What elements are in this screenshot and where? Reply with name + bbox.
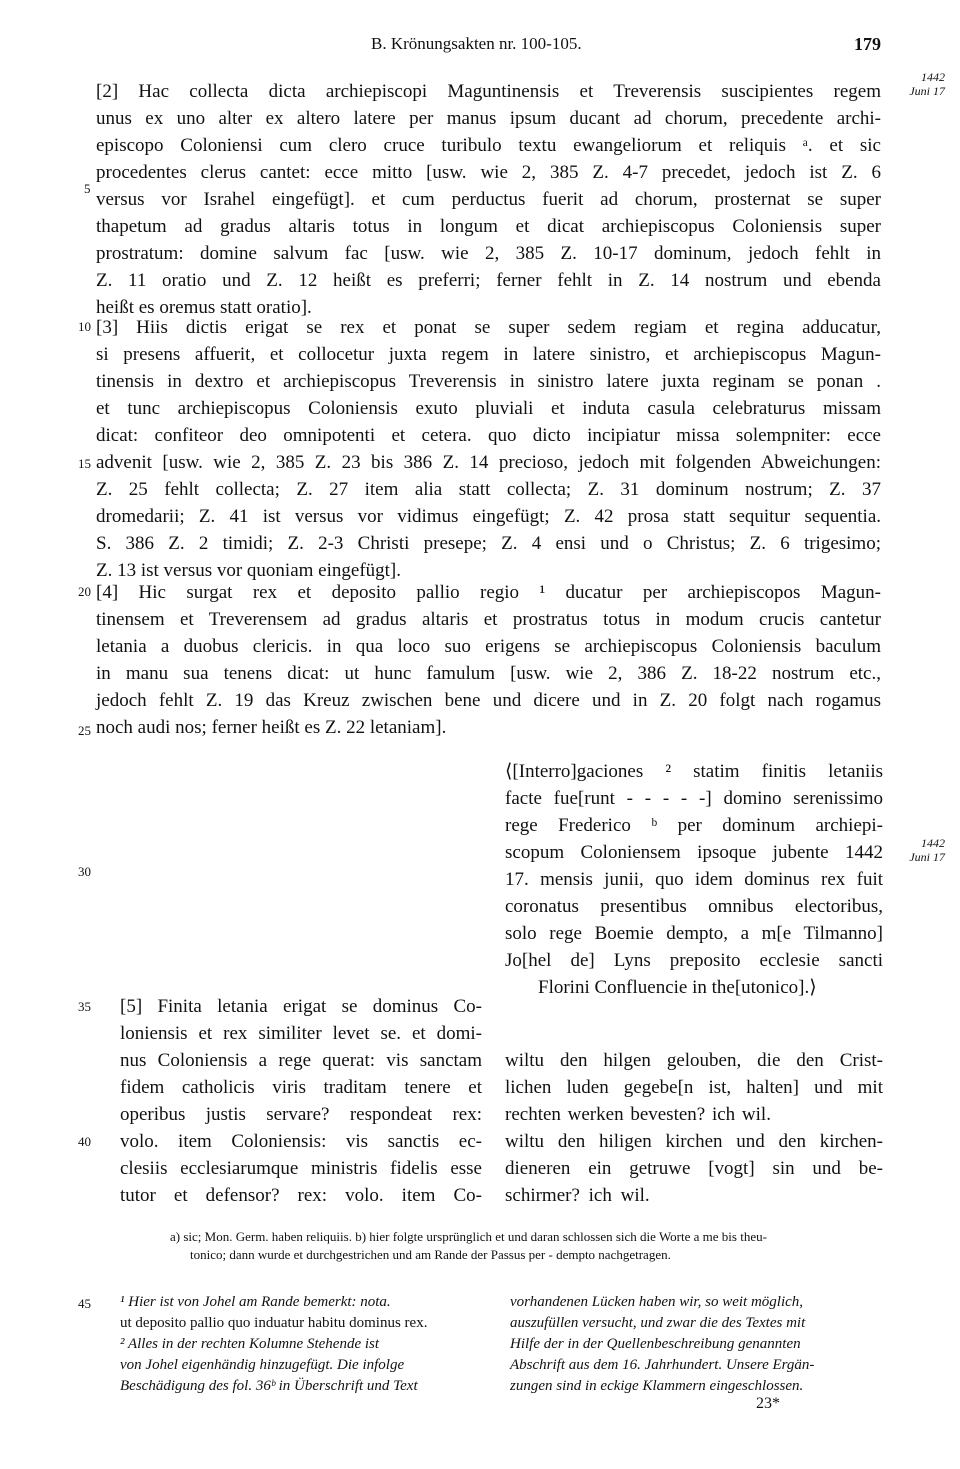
text-line: heißt es oremus statt oratio].	[96, 297, 312, 318]
text-line: tinensem et Treverensem ad gradus altaris et prostratus totus in modum crucis cantetur	[96, 609, 881, 630]
insert-line: 17. mensis junii, quo idem dominus rex fuit	[505, 869, 883, 890]
footnote-line: auszufüllen versucht, und zwar die des Textes mit	[510, 1315, 806, 1331]
page-number: 179	[854, 34, 881, 54]
margin-year: 1442	[921, 70, 945, 84]
text-line: procedentes clerus cantet: ecce mitto [usw. wie 2, 385 Z. 4-7 precedet, jedoch ist Z. 6	[96, 162, 881, 183]
text-line: jedoch fehlt Z. 19 das Kreuz zwischen bene und dicere und in Z. 20 folgt nach rogamus	[96, 690, 881, 711]
left-column-line: operibus justis servare? respondeat rex:	[120, 1104, 482, 1125]
left-column-line: clesiis ecclesiarumque ministris fidelis esse	[120, 1158, 482, 1179]
text-line: dromedarii; Z. 41 ist versus vor vidimus eingefügt; Z. 42 prosa statt sequitur sequentia.	[96, 506, 881, 527]
margin-day: Juni 17	[909, 84, 945, 98]
text-line: [2] Hac collecta dicta archiepiscopi Maguntinensis et Treverensis suscipientes regem	[96, 81, 881, 102]
right-column-line: wiltu den hiligen kirchen und den kirchen-	[505, 1131, 883, 1152]
text-line: tinensis in dextro et archiepiscopus Treverensis in sinistro latere juxta reginam se ponan .	[96, 371, 881, 392]
text-line: advenit [usw. wie 2, 385 Z. 23 bis 386 Z. 14 precioso, jedoch mit folgenden Abweichungen:	[96, 452, 881, 473]
lettered-footnote: tonico; dann wurde et durchgestrichen und am Rande der Passus per - dempto nachgetragen.	[190, 1247, 671, 1262]
footnote-line: von Johel eigenhändig hinzugefügt. Die infolge	[120, 1357, 405, 1373]
line-number: 25	[78, 723, 91, 738]
text-line: si presens affuerit, et collocetur juxta regem in latere sinistro, et archiepiscopus Magun-	[96, 344, 881, 365]
text-line: letania a duobus clericis. in qua loco suo erigens se archiepiscopus Coloniensis baculum	[96, 636, 881, 657]
insert-line: coronatus presentibus omnibus electoribus,	[505, 896, 883, 917]
text-line: in manu sua tenens dicat: ut hunc famulum [usw. wie 2, 386 Z. 18-22 nostrum etc.,	[96, 663, 881, 684]
text-line: thapetum ad gradus altaris totus in longum et dicat archiepiscopus Coloniensis super	[96, 216, 881, 237]
lettered-footnote: a) sic; Mon. Germ. haben reliquiis. b) hier folgte ursprünglich et und daran schlossen sich die Worte a me bis theu-	[170, 1229, 767, 1244]
text-line: S. 386 Z. 2 timidi; Z. 2-3 Christi presepe; Z. 4 ensi und o Christus; Z. 6 trigesimo;	[96, 533, 881, 554]
text-line: prostratum: domine salvum fac [usw. wie 2, 385 Z. 10-17 dominum, jedoch fehlt in	[96, 243, 881, 264]
margin-date-2	[895, 836, 945, 864]
margin-day: Juni 17	[909, 850, 945, 864]
footnote-line: zungen sind in eckige Klammern eingeschlossen.	[510, 1378, 804, 1394]
insert-line: ⟨[Interro]gaciones ² statim finitis letaniis	[505, 761, 883, 782]
margin-year: 1442	[921, 836, 945, 850]
left-column-line: loniensis et rex similiter levet se. et domi-	[120, 1023, 482, 1044]
insert-line: rege Frederico ᵇ per dominum archiepi-	[505, 815, 883, 836]
text-line: Z. 11 oratio und Z. 12 heißt es preferri; ferner fehlt in Z. 14 nostrum und ebenda	[96, 270, 881, 291]
text-line: et tunc archiepiscopus Coloniensis exuto pluviali et induta casula celebraturus missam	[96, 398, 881, 419]
right-column-line: wiltu den hilgen gelouben, die den Crist-	[505, 1050, 883, 1071]
line-number: 10	[78, 319, 91, 334]
running-head: B. Krönungsakten nr. 100-105.	[371, 34, 582, 53]
line-number: 30	[78, 864, 91, 879]
line-number: 5	[84, 181, 91, 196]
footnote-line: Abschrift aus dem 16. Jahrhundert. Unsere Ergän-	[510, 1357, 815, 1373]
text-line: noch audi nos; ferner heißt es Z. 22 letaniam].	[96, 717, 447, 738]
text-line: versus vor Israhel eingefügt]. et cum perductus fuerit ad chorum, prosternat se super	[96, 189, 881, 210]
line-number: 35	[78, 999, 91, 1014]
line-number: 40	[78, 1134, 91, 1149]
text-line: Z. 13 ist versus vor quoniam eingefügt].	[96, 560, 402, 581]
right-column-line: rechten werken bevesten? ich wil.	[505, 1104, 771, 1125]
insert-line: solo rege Boemie dempto, a m[e Tilmanno]	[505, 923, 883, 944]
text-line: Z. 25 fehlt collecta; Z. 27 item alia statt collecta; Z. 31 dominum nostrum; Z. 37	[96, 479, 881, 500]
text-line: unus ex uno alter ex altero latere per manus ipsum ducant ad chorum, precedente archi-	[96, 108, 881, 129]
line-number: 45	[78, 1296, 91, 1311]
text-line: episcopo Coloniensi cum clero cruce turibulo textu ewangeliorum et reliquis ᵃ. et sic	[96, 135, 881, 156]
left-column-line: [5] Finita letania erigat se dominus Co-	[120, 996, 482, 1017]
left-column-line: nus Coloniensis a rege querat: vis sanctam	[120, 1050, 482, 1071]
right-column-line: schirmer? ich wil.	[505, 1185, 650, 1206]
footnote-line: ut deposito pallio quo induatur habitu dominus rex.	[120, 1315, 428, 1331]
page-header	[96, 34, 881, 58]
footnote-line: ² Alles in der rechten Kolumne Stehende ist	[120, 1336, 380, 1352]
insert-line: scopum Coloniensem ipsoque jubente 1442	[505, 842, 883, 863]
line-number: 15	[78, 456, 91, 471]
signature-mark: 23*	[756, 1395, 780, 1412]
insert-line: facte fue[runt - - - - -] domino serenissimo	[505, 788, 883, 809]
insert-line: Jo[hel de] Lyns preposito ecclesie sancti	[505, 950, 883, 971]
right-column-line: lichen luden gegebe[n ist, halten] und mit	[505, 1077, 883, 1098]
footnote-line: Hilfe der in der Quellenbeschreibung genannten	[510, 1336, 801, 1352]
footnote-line: Beschädigung des fol. 36ᵇ in Überschrift und Text	[120, 1378, 418, 1394]
text-line: dicat: confiteor deo omnipotenti et cetera. quo dicto incipiatur missa solempniter: ecce	[96, 425, 881, 446]
left-column-line: volo. item Coloniensis: vis sanctis ec-	[120, 1131, 482, 1152]
footnote-line: ¹ Hier ist von Johel am Rande bemerkt: nota.	[120, 1294, 391, 1310]
text-line: [4] Hic surgat rex et deposito pallio regio ¹ ducatur per archiepiscopos Magun-	[96, 582, 881, 603]
footnote-line: vorhandenen Lücken haben wir, so weit möglich,	[510, 1294, 804, 1310]
left-column-line: tutor et defensor? rex: volo. item Co-	[120, 1185, 482, 1206]
left-column-line: fidem catholicis viris traditam tenere et	[120, 1077, 482, 1098]
margin-date-1	[895, 70, 945, 98]
text-line: [3] Hiis dictis erigat se rex et ponat se super sedem regiam et regina adducatur,	[96, 317, 881, 338]
right-column-line: dieneren ein getruwe [vogt] sin und be-	[505, 1158, 883, 1179]
insert-line: Florini Confluencie in the[utonico].⟩	[538, 977, 817, 998]
line-number: 20	[78, 584, 91, 599]
